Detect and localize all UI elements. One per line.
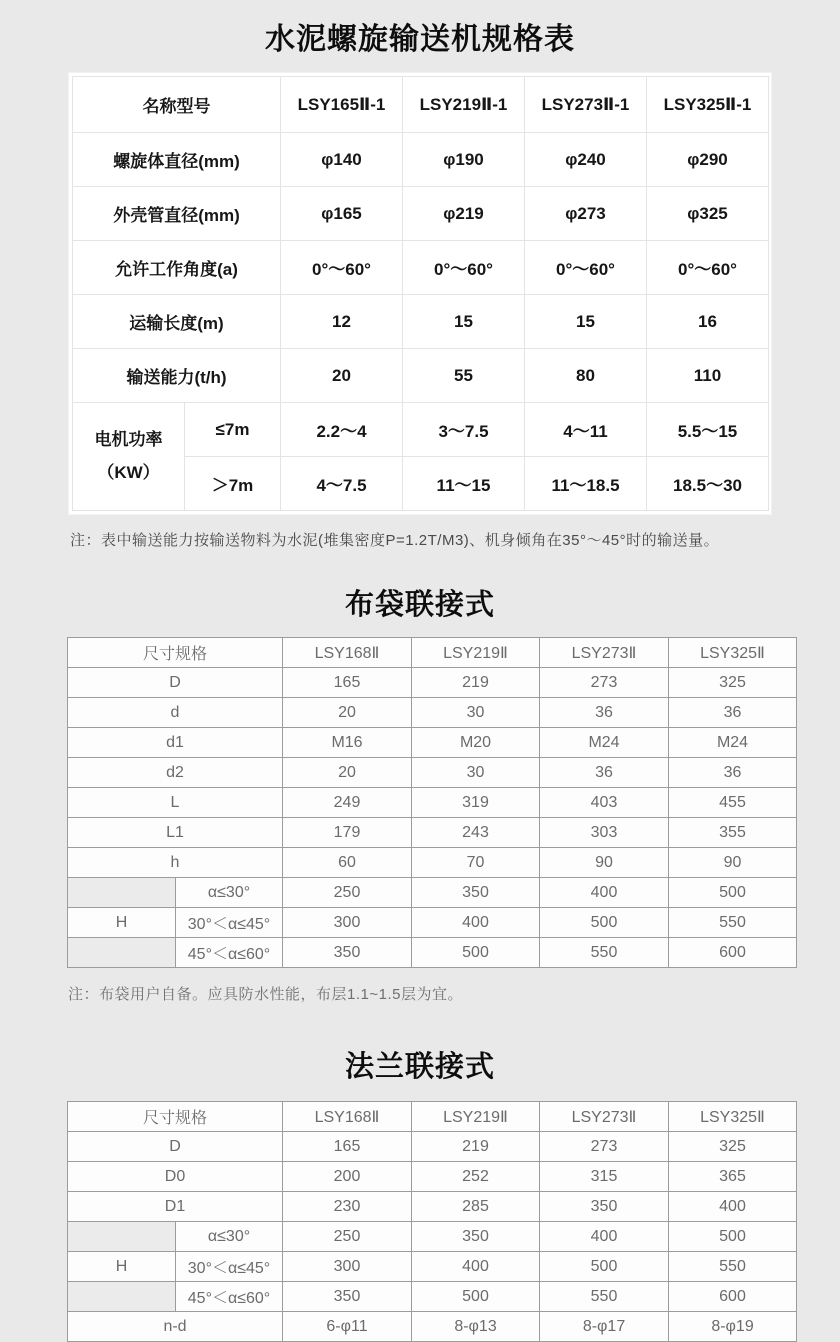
column-header: 尺寸规格 (68, 638, 283, 668)
cell-value: 20 (283, 698, 412, 728)
row-label: 允许工作角度(a) (73, 241, 281, 295)
spec-table (72, 76, 769, 511)
cell-value: φ325 (647, 187, 769, 241)
cell-value: M24 (540, 728, 669, 758)
cell-value: 8-φ17 (540, 1312, 669, 1342)
cell-value: 165 (283, 1132, 412, 1162)
column-header: LSY273Ⅱ (540, 638, 669, 668)
row-label: D0 (68, 1162, 283, 1192)
section-title-bag: 布袋联接式 (344, 589, 495, 621)
column-header: LSY219Ⅱ (412, 1102, 540, 1132)
cell-value: 550 (540, 938, 669, 968)
table-row (68, 728, 797, 758)
row-sublabel: 45°＜α≤60° (176, 938, 283, 968)
cell-value: 30 (412, 758, 540, 788)
row-label: n-d (68, 1312, 283, 1342)
flange-table (67, 1101, 797, 1342)
cell-value: 325 (669, 668, 797, 698)
cell-value: 500 (540, 908, 669, 938)
row-label: d (68, 698, 283, 728)
cell-value: 11～18.5 (525, 457, 647, 511)
table-row (68, 908, 797, 938)
row-sublabel: ＞7m (185, 457, 281, 511)
row-label: d2 (68, 758, 283, 788)
table-row (68, 1222, 797, 1252)
bag-table (67, 637, 797, 968)
cell-value: M24 (669, 728, 797, 758)
cell-value: 0°～60° (525, 241, 647, 295)
cell-value: 219 (412, 668, 540, 698)
row-label: D (68, 1132, 283, 1162)
cell-value: 350 (540, 1192, 669, 1222)
row-label: h (68, 848, 283, 878)
h-group-spacer (68, 1222, 176, 1252)
row-label: d1 (68, 728, 283, 758)
column-header: 名称型号 (73, 77, 281, 133)
table-row (73, 295, 769, 349)
cell-value: 16 (647, 295, 769, 349)
cell-value: 400 (540, 878, 669, 908)
cell-value: 15 (525, 295, 647, 349)
cell-value: 3～7.5 (403, 403, 525, 457)
table-row (68, 788, 797, 818)
cell-value: 250 (283, 1222, 412, 1252)
column-header: LSY273Ⅱ-1 (525, 77, 647, 133)
bag-table-note: 注：布袋用户自备。应具防水性能，布层1.1~1.5层为宜。 (68, 986, 463, 1003)
cell-value: 550 (540, 1282, 669, 1312)
cell-value: 325 (669, 1132, 797, 1162)
cell-value: 273 (540, 668, 669, 698)
row-label: 螺旋体直径(mm) (73, 133, 281, 187)
column-header: LSY168Ⅱ (283, 1102, 412, 1132)
spec-table-card (69, 73, 771, 514)
h-group-label: H (68, 1252, 176, 1282)
cell-value: 36 (540, 698, 669, 728)
h-group-spacer (68, 938, 176, 968)
cell-value: 8-φ13 (412, 1312, 540, 1342)
table-row (73, 349, 769, 403)
table-row (68, 1132, 797, 1162)
cell-value: 600 (669, 1282, 797, 1312)
cell-value: 20 (281, 349, 403, 403)
cell-value: 110 (647, 349, 769, 403)
table-row (73, 77, 769, 133)
section-title-flange: 法兰联接式 (344, 1051, 495, 1083)
table-row (68, 1162, 797, 1192)
cell-value: φ240 (525, 133, 647, 187)
cell-value: 500 (412, 938, 540, 968)
row-label: D (68, 668, 283, 698)
cell-value: 5.5～15 (647, 403, 769, 457)
column-header: LSY219Ⅱ (412, 638, 540, 668)
row-sublabel: 45°＜α≤60° (176, 1282, 283, 1312)
column-header: LSY325Ⅱ (669, 1102, 797, 1132)
row-label: D1 (68, 1192, 283, 1222)
row-sublabel: 30°＜α≤45° (176, 1252, 283, 1282)
cell-value: 350 (412, 878, 540, 908)
cell-value: 4～11 (525, 403, 647, 457)
cell-value: 80 (525, 349, 647, 403)
table-row (68, 848, 797, 878)
motor-power-line2: （KW） (97, 462, 160, 482)
table-row (68, 758, 797, 788)
row-label: L1 (68, 818, 283, 848)
cell-value: 60 (283, 848, 412, 878)
row-sublabel: 30°＜α≤45° (176, 908, 283, 938)
cell-value: 179 (283, 818, 412, 848)
cell-value: 350 (412, 1222, 540, 1252)
cell-value: 90 (669, 848, 797, 878)
cell-value: 6-φ11 (283, 1312, 412, 1342)
cell-value: 20 (283, 758, 412, 788)
row-label: 输送能力(t/h) (73, 349, 281, 403)
cell-value: 273 (540, 1132, 669, 1162)
cell-value: 36 (540, 758, 669, 788)
cell-value: φ165 (281, 187, 403, 241)
cell-value: φ219 (403, 187, 525, 241)
table-row (68, 698, 797, 728)
table-row (68, 878, 797, 908)
table-row (68, 638, 797, 668)
cell-value: 8-φ19 (669, 1312, 797, 1342)
cell-value: 252 (412, 1162, 540, 1192)
column-header: LSY168Ⅱ (283, 638, 412, 668)
cell-value: 219 (412, 1132, 540, 1162)
h-group-label: H (68, 908, 176, 938)
column-header: 尺寸规格 (68, 1102, 283, 1132)
table-row (68, 668, 797, 698)
row-sublabel: α≤30° (176, 1222, 283, 1252)
cell-value: 0°～60° (281, 241, 403, 295)
cell-value: 355 (669, 818, 797, 848)
page-title: 水泥螺旋输送机规格表 (265, 23, 575, 56)
cell-value: 243 (412, 818, 540, 848)
cell-value: 400 (412, 1252, 540, 1282)
cell-value: 300 (283, 908, 412, 938)
cell-value: 300 (283, 1252, 412, 1282)
column-header: LSY273Ⅱ (540, 1102, 669, 1132)
column-header: LSY325Ⅱ-1 (647, 77, 769, 133)
table-row (73, 403, 769, 457)
cell-value: 500 (669, 1222, 797, 1252)
cell-value: 4～7.5 (281, 457, 403, 511)
cell-value: 550 (669, 908, 797, 938)
cell-value: 500 (669, 878, 797, 908)
cell-value: 11～15 (403, 457, 525, 511)
cell-value: 600 (669, 938, 797, 968)
cell-value: M20 (412, 728, 540, 758)
cell-value: 70 (412, 848, 540, 878)
motor-power-line1: 电机功率 (94, 430, 163, 450)
h-group-spacer (68, 878, 176, 908)
cell-value: φ290 (647, 133, 769, 187)
cell-value: 249 (283, 788, 412, 818)
table-row (68, 1252, 797, 1282)
row-label: 运输长度(m) (73, 295, 281, 349)
cell-value: 0°～60° (403, 241, 525, 295)
cell-value: 250 (283, 878, 412, 908)
cell-value: 36 (669, 758, 797, 788)
column-header: LSY219Ⅱ-1 (403, 77, 525, 133)
cell-value: 315 (540, 1162, 669, 1192)
motor-power-label (73, 403, 185, 511)
table-row (73, 187, 769, 241)
cell-value: 319 (412, 788, 540, 818)
cell-value: 500 (412, 1282, 540, 1312)
cell-value: 350 (283, 938, 412, 968)
cell-value: φ140 (281, 133, 403, 187)
table-row (68, 1192, 797, 1222)
cell-value: 30 (412, 698, 540, 728)
cell-value: 365 (669, 1162, 797, 1192)
column-header: LSY325Ⅱ (669, 638, 797, 668)
cell-value: φ273 (525, 187, 647, 241)
row-label: 外壳管直径(mm) (73, 187, 281, 241)
cell-value: 455 (669, 788, 797, 818)
cell-value: 165 (283, 668, 412, 698)
column-header: LSY165Ⅱ-1 (281, 77, 403, 133)
cell-value: 400 (669, 1192, 797, 1222)
h-group-spacer (68, 1282, 176, 1312)
cell-value: 0°～60° (647, 241, 769, 295)
cell-value: 15 (403, 295, 525, 349)
spec-table-note: 注：表中输送能力按输送物料为水泥(堆集密度P=1.2T/M3)、机身倾角在35°～45°时的输送量。 (70, 532, 720, 549)
row-sublabel: ≤7m (185, 403, 281, 457)
cell-value: 200 (283, 1162, 412, 1192)
table-row (73, 133, 769, 187)
row-label: L (68, 788, 283, 818)
cell-value: 90 (540, 848, 669, 878)
cell-value: 230 (283, 1192, 412, 1222)
cell-value: 36 (669, 698, 797, 728)
cell-value: 400 (412, 908, 540, 938)
cell-value: 2.2～4 (281, 403, 403, 457)
cell-value: 500 (540, 1252, 669, 1282)
table-row (73, 241, 769, 295)
table-row (68, 1282, 797, 1312)
table-row (68, 1102, 797, 1132)
cell-value: φ190 (403, 133, 525, 187)
table-row (68, 818, 797, 848)
cell-value: 400 (540, 1222, 669, 1252)
cell-value: 350 (283, 1282, 412, 1312)
cell-value: 12 (281, 295, 403, 349)
cell-value: 303 (540, 818, 669, 848)
row-sublabel: α≤30° (176, 878, 283, 908)
cell-value: M16 (283, 728, 412, 758)
table-row (68, 938, 797, 968)
cell-value: 55 (403, 349, 525, 403)
cell-value: 403 (540, 788, 669, 818)
table-row (68, 1312, 797, 1342)
cell-value: 285 (412, 1192, 540, 1222)
cell-value: 550 (669, 1252, 797, 1282)
cell-value: 18.5～30 (647, 457, 769, 511)
